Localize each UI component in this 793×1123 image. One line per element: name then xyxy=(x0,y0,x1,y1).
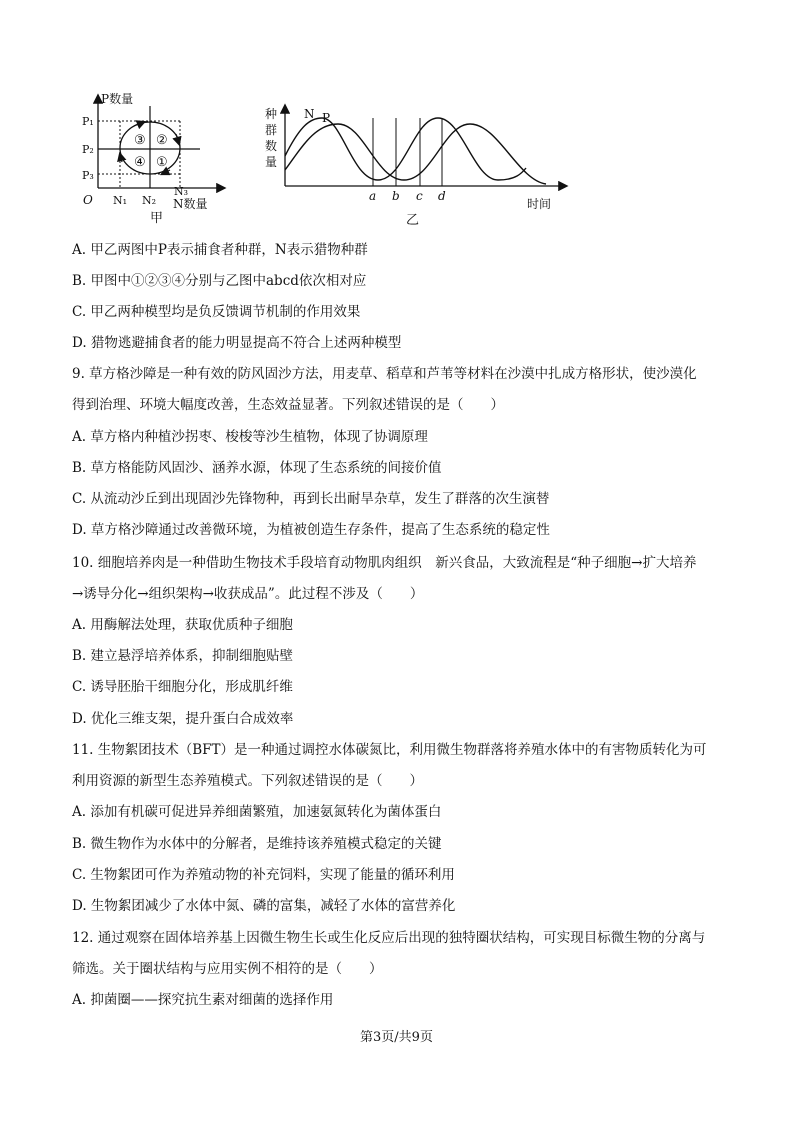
option-8b: B. 甲图中①②③④分别与乙图中abcd依次相对应 xyxy=(72,273,367,289)
jia-x-axis-label: N数量 xyxy=(173,197,208,211)
yi-y-label-char: 群 xyxy=(265,123,278,137)
yi-time-mark: b xyxy=(392,189,400,203)
jia-p-tick: P₃ xyxy=(82,169,94,182)
jia-p-tick: P₂ xyxy=(82,143,94,156)
option-9b: B. 草方格能防风固沙、涵养水源，体现了生态系统的间接价值 xyxy=(72,460,442,476)
yi-x-axis-label: 时间 xyxy=(527,197,552,211)
jia-quadrant-3: ③ xyxy=(134,133,146,148)
question-9-stem: 得到治理、环境大幅度改善，生态效益显著。下列叙述错误的是（ ） xyxy=(72,397,504,413)
figures-area xyxy=(78,88,598,238)
option-8c: C. 甲乙两种模型均是负反馈调节机制的作用效果 xyxy=(72,304,361,320)
yi-time-mark: a xyxy=(369,189,377,203)
jia-n-tick: N₁ xyxy=(113,194,128,207)
option-11a: A. 添加有机碳可促进异养细菌繁殖，加速氨氮转化为菌体蛋白 xyxy=(72,804,442,820)
yi-y-label-char: 数 xyxy=(265,139,278,153)
option-9a: A. 草方格内种植沙拐枣、梭梭等沙生植物，体现了协调原理 xyxy=(72,429,428,445)
page-footer: 第3页/共9页 xyxy=(360,1030,433,1045)
yi-series-label-p: P xyxy=(322,111,331,125)
jia-caption: 甲 xyxy=(150,211,164,226)
yi-y-label-char: 种 xyxy=(265,107,278,121)
jia-quadrant-2: ② xyxy=(156,133,168,148)
option-10a: A. 用酶解法处理，获取优质种子细胞 xyxy=(72,617,293,633)
option-9c: C. 从流动沙丘到出现固沙先锋物种，再到长出耐旱杂草，发生了群落的次生演替 xyxy=(72,491,550,507)
option-9d: D. 草方格沙障通过改善微环境，为植被创造生存条件，提高了生态系统的稳定性 xyxy=(72,522,550,538)
question-12-stem: 12. 通过观察在固体培养基上因微生物生长或生化反应后出现的独特圈状结构，可实现目标微生物的分离与 xyxy=(72,930,706,946)
yi-caption: 乙 xyxy=(406,213,420,228)
option-11d: D. 生物絮团减少了水体中氮、磷的富集，减轻了水体的富营养化 xyxy=(72,898,456,914)
yi-curve-p xyxy=(285,124,546,184)
question-10-stem: →诱导分化→组织架构→收获成品”。此过程不涉及（ ） xyxy=(72,586,424,602)
jia-p-tick: P₁ xyxy=(82,115,94,128)
option-10c: C. 诱导胚胎干细胞分化，形成肌纤维 xyxy=(72,679,293,695)
option-11b: B. 微生物作为水体中的分解者，是维持该养殖模式稳定的关键 xyxy=(72,836,442,852)
question-12-stem: 筛选。关于圈状结构与应用实例不相符的是（ ） xyxy=(72,961,383,977)
yi-series-label-n: N xyxy=(304,107,315,121)
yi-time-mark: d xyxy=(438,189,446,203)
jia-quadrant-1: ① xyxy=(156,155,168,170)
option-10b: B. 建立悬浮培养体系，抑制细胞贴壁 xyxy=(72,648,294,664)
option-8d: D. 猎物逃避捕食者的能力明显提高不符合上述两种模型 xyxy=(72,335,402,351)
figure-yi-population-curves xyxy=(78,88,598,238)
jia-n-tick: N₂ xyxy=(142,194,157,207)
option-8a: A. 甲乙两图中P表示捕食者种群，N表示猎物种群 xyxy=(72,242,368,258)
option-12a: A. 抑菌圈——探究抗生素对细菌的选择作用 xyxy=(72,992,334,1008)
question-9-stem: 9. 草方格沙障是一种有效的防风固沙方法，用麦草、稻草和芦苇等材料在沙漠中扎成方格形状，使沙漠化 xyxy=(72,366,697,382)
question-11-stem: 11. 生物絮团技术（BFT）是一种通过调控水体碳氮比，利用微生物群落将养殖水体中的有害物质转化为可 xyxy=(72,742,707,758)
jia-n-tick: N₃ xyxy=(174,185,189,198)
question-10-stem: 10. 细胞培养肉是一种借助生物技术手段培育动物肌肉组织 新兴食品，大致流程是“种子细胞→扩大培养 xyxy=(72,555,697,571)
question-11-stem: 利用资源的新型生态养殖模式。下列叙述错误的是（ ） xyxy=(72,773,423,789)
yi-time-mark: c xyxy=(416,189,423,203)
jia-quadrant-4: ④ xyxy=(134,155,146,170)
yi-y-label-char: 量 xyxy=(265,155,278,169)
jia-y-axis-label: P数量 xyxy=(101,92,134,106)
option-11c: C. 生物絮团可作为养殖动物的补充饲料，实现了能量的循环利用 xyxy=(72,867,455,883)
yi-curve-n xyxy=(285,118,526,180)
jia-origin-label: O xyxy=(83,193,93,207)
option-10d: D. 优化三维支架，提升蛋白合成效率 xyxy=(72,711,294,727)
